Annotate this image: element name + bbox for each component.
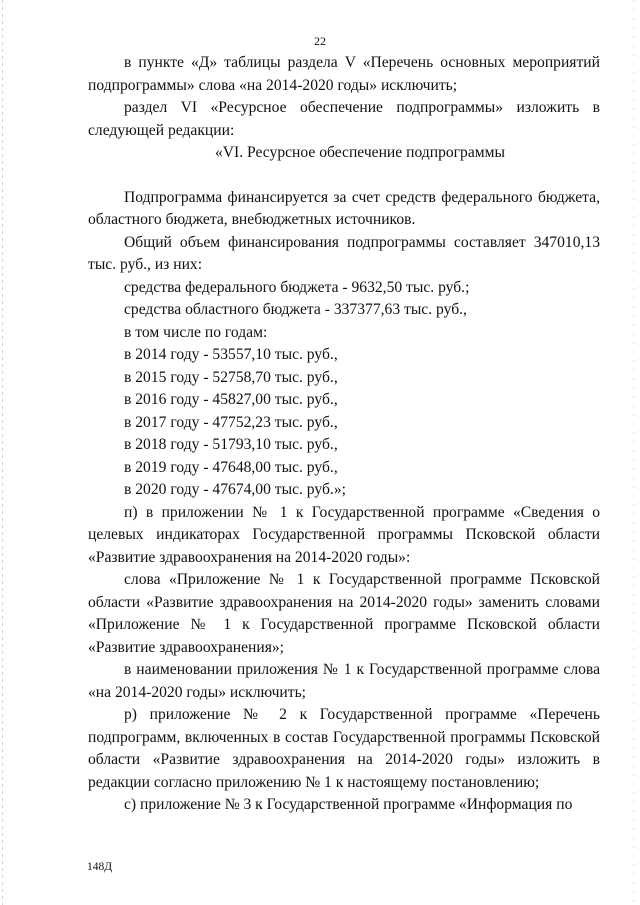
section-heading: «VI. Ресурсное обеспечение подпрограммы (214, 144, 505, 161)
paragraph-total-funding: Общий объем финансирования подпрограммы составляет 347010,13 тыс. руб., из них: (88, 233, 600, 273)
year-line: в 2014 году - 53557,10 тыс. руб., (124, 346, 338, 363)
paragraph-replace-words: слова «Приложение № 1 к Государственной программе Псковской области «Развитие здравоохранения на 2014-2020 годы» заменить словами «Приложение № 1 к Государственной программе Псковской области «Развитие здравоохранения»; (88, 571, 600, 656)
footer-code: 148Д (87, 861, 113, 873)
paragraph-section-vi-edit: раздел VI «Ресурсное обеспечение подпрограммы» изложить в следующей редакции: (88, 99, 600, 139)
year-line: в 2015 году - 52758,70 тыс. руб., (124, 368, 338, 386)
scan-edge-right (633, 0, 634, 905)
spacer (88, 165, 600, 187)
year-line: в 2017 году - 47752,23 тыс. руб., (124, 413, 338, 431)
year-line: в 2019 году - 47648,00 тыс. руб., (124, 458, 338, 476)
year-line: в 2018 году - 51793,10 тыс. руб., (124, 436, 338, 453)
paragraph-item-p: п) в приложении № 1 к Государственной программе «Сведения о целевых индикаторах Государственной программы Псковской области «Развитие здравоохранения на 2014-2020 годы»: (88, 503, 600, 566)
scan-edge-left (2, 0, 3, 905)
paragraph-title-edit: в наименовании приложения № 1 к Государственной программе слова «на 2014-2020 годы» исключить; (88, 661, 600, 701)
paragraph-item-s: с) приложение № 3 к Государственной программе «Информация по (124, 796, 573, 813)
by-years-line: в том числе по годам: (124, 323, 268, 341)
year-line: в 2020 году - 47674,00 тыс. руб.»; (124, 481, 346, 498)
regional-budget-line: средства областного бюджета - 337377,63 тыс. руб., (124, 301, 467, 318)
year-line: в 2016 году - 45827,00 тыс. руб., (124, 391, 338, 408)
federal-budget-line: средства федерального бюджета - 9632,50 тыс. руб.; (124, 278, 470, 296)
paragraph-funding-sources: Подпрограмма финансируется за счет средств федерального бюджета, областного бюджета, внебюджетных источников. (88, 188, 600, 228)
paragraph-section-v-edit: в пункте «Д» таблицы раздела V «Перечень основных мероприятий подпрограммы» слова «на 2014-2020 годы» исключить; (88, 54, 600, 94)
paragraph-item-r: р) приложение № 2 к Государственной программе «Перечень подпрограмм, включенных в состав Государственной программы Псковской области «Развитие здравоохранения на 2014-2020 годы» изложить в редакции согласно приложению № 1 к настоящему постановлению; (88, 706, 600, 791)
page-number: 22 (314, 34, 326, 48)
document-body (88, 52, 600, 817)
